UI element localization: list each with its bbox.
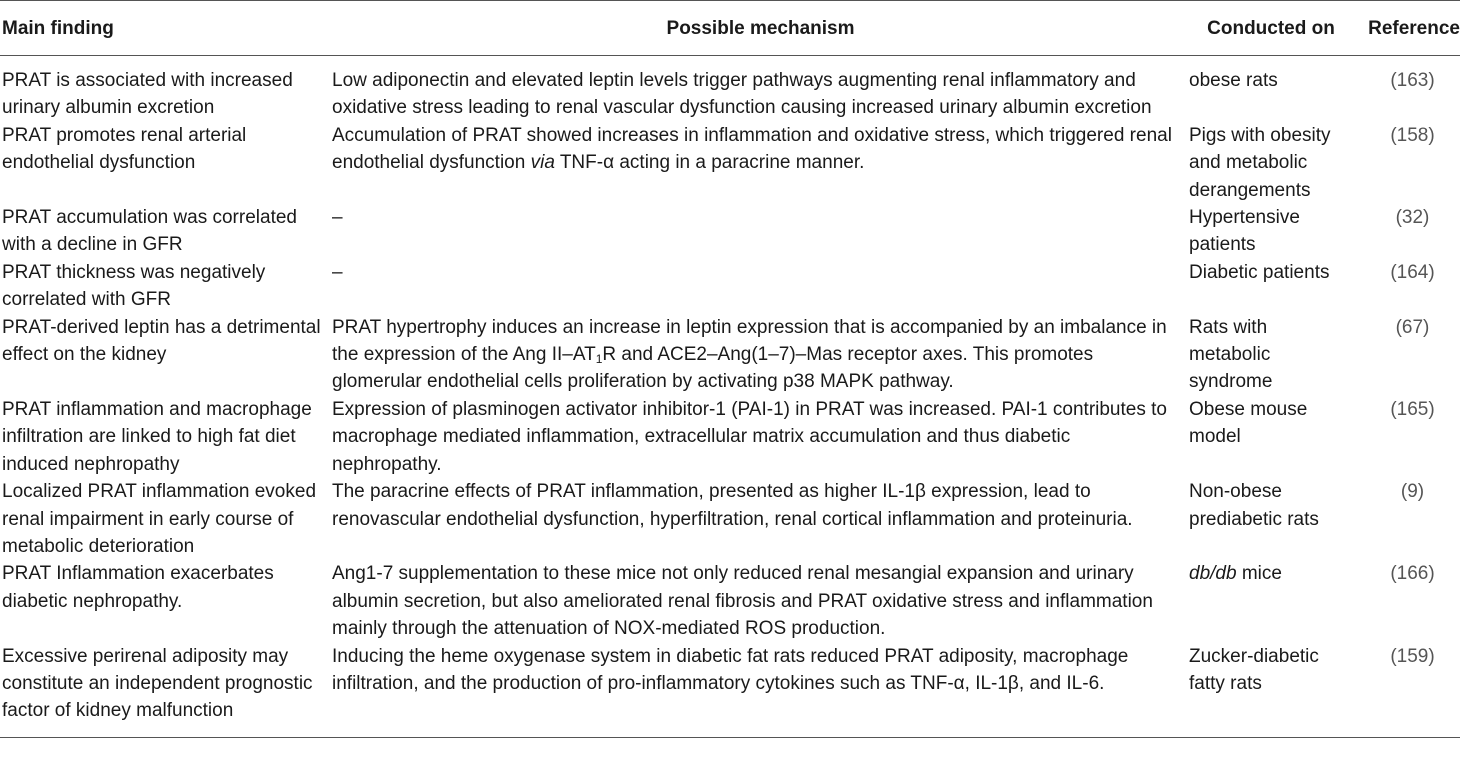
conducted-on-cell: obese rats [1189,70,1278,91]
header-main-finding: Main finding [2,18,114,39]
mechanism-italic-text: via [530,152,555,174]
conducted-on-italic-text: db/db [1189,563,1237,585]
table-row [0,478,1460,560]
table-row [0,259,1460,314]
table-row [0,560,1460,642]
conducted-on-cell: Non-obese prediabetic rats [1189,481,1319,530]
mechanism-cell: Ang1-7 supplementation to these mice not only reduced renal mesangial expansion and urinary albumin secretion, but also ameliorated renal fibrosis and PRAT oxidative stress and inflammation mainly through the attenuation of NOX-mediated ROS production. [332,563,1153,640]
mechanism-text: R and ACE2–Ang(1–7)–Mas receptor axes. This promotes glomerular endothelial cells proliferation by activating p38 MAPK pathway. [332,344,1094,393]
reference-link[interactable]: (165) [1390,398,1435,420]
header-reference: Reference [1368,18,1460,39]
conducted-on-cell: Obese mouse model [1189,398,1308,448]
table-row [0,122,1460,204]
header-row [0,1,1460,56]
reference-link[interactable]: (158) [1390,124,1435,146]
conducted-on-text: mice [1236,563,1282,585]
table-row [0,314,1460,396]
mechanism-cell [332,314,1189,396]
finding-cell: PRAT is associated with increased urinary albumin excretion [2,70,293,119]
reference-link[interactable]: (9) [1400,481,1425,503]
reference-link[interactable]: (32) [1395,207,1430,229]
reference-link[interactable]: (67) [1395,316,1430,338]
conducted-on-cell: Rats with metabolic syndrome [1189,316,1273,393]
conducted-on-cell: Pigs with obesity and metabolic derangements [1189,124,1331,201]
mechanism-text: TNF-α acting in a paracrine manner. [554,152,865,174]
finding-cell: Excessive perirenal adiposity may constitute an independent prognostic factor of kidney malfunction [2,645,313,722]
finding-cell: PRAT inflammation and macrophage infiltration are linked to high fat diet induced nephropathy [2,398,312,475]
finding-cell: PRAT accumulation was correlated with a decline in GFR [2,207,297,256]
mechanism-cell [332,122,1189,204]
mechanism-cell: – [332,261,343,283]
reference-link[interactable]: (164) [1390,261,1435,283]
mechanism-text: Accumulation of PRAT showed increases in inflammation and oxidative stress, which triggered renal endothelial dysfunction [332,124,1172,174]
finding-cell: PRAT promotes renal arterial endothelial dysfunction [2,124,247,174]
mechanism-cell: – [332,207,343,229]
table-row [0,56,1460,122]
conducted-on-cell: Diabetic patients [1189,261,1330,283]
mechanism-cell: Expression of plasminogen activator inhibitor-1 (PAI-1) in PRAT was increased. PAI-1 contributes to macrophage mediated inflammation, extracellular matrix accumulation and thus diabetic nephropathy. [332,398,1167,475]
mechanism-cell: The paracrine effects of PRAT inflammation, presented as higher IL-1β expression, lead to renovascular endothelial dysfunction, hyperfiltration, renal cortical inflammation and proteinuria. [332,481,1133,530]
reference-link[interactable]: (166) [1390,563,1435,585]
table-row [0,396,1460,478]
reference-link[interactable]: (159) [1390,645,1435,667]
conducted-on-cell [1189,560,1353,642]
finding-cell: PRAT Inflammation exacerbates diabetic nephropathy. [2,563,274,612]
header-possible-mechanism: Possible mechanism [666,18,855,39]
table-row [0,204,1460,259]
mechanism-cell: Inducing the heme oxygenase system in diabetic fat rats reduced PRAT adiposity, macrophage infiltration, and the production of pro-inflammatory cytokines such as TNF-α, IL-1β, and IL-6. [332,645,1129,694]
conducted-on-cell: Zucker-diabetic fatty rats [1189,645,1319,694]
finding-cell: PRAT thickness was negatively correlated with GFR [2,261,266,311]
mechanism-text: PRAT hypertrophy induces an increase in leptin expression that is accompanied by an imbalance in the expression of the Ang II–AT [332,316,1167,366]
mechanism-cell: Low adiponectin and elevated leptin levels trigger pathways augmenting renal inflammatory and oxidative stress leading to renal vascular dysfunction causing increased urinary albumin excretion [332,70,1152,119]
conducted-on-cell: Hypertensive patients [1189,207,1300,256]
subscript-text: 1 [595,352,603,367]
header-conducted-on: Conducted on [1207,18,1335,39]
reference-link[interactable]: (163) [1390,70,1435,91]
finding-cell: PRAT-derived leptin has a detrimental effect on the kidney [2,316,321,366]
finding-cell: Localized PRAT inflammation evoked renal impairment in early course of metabolic deterioration [2,481,317,557]
table-row [0,643,1460,738]
